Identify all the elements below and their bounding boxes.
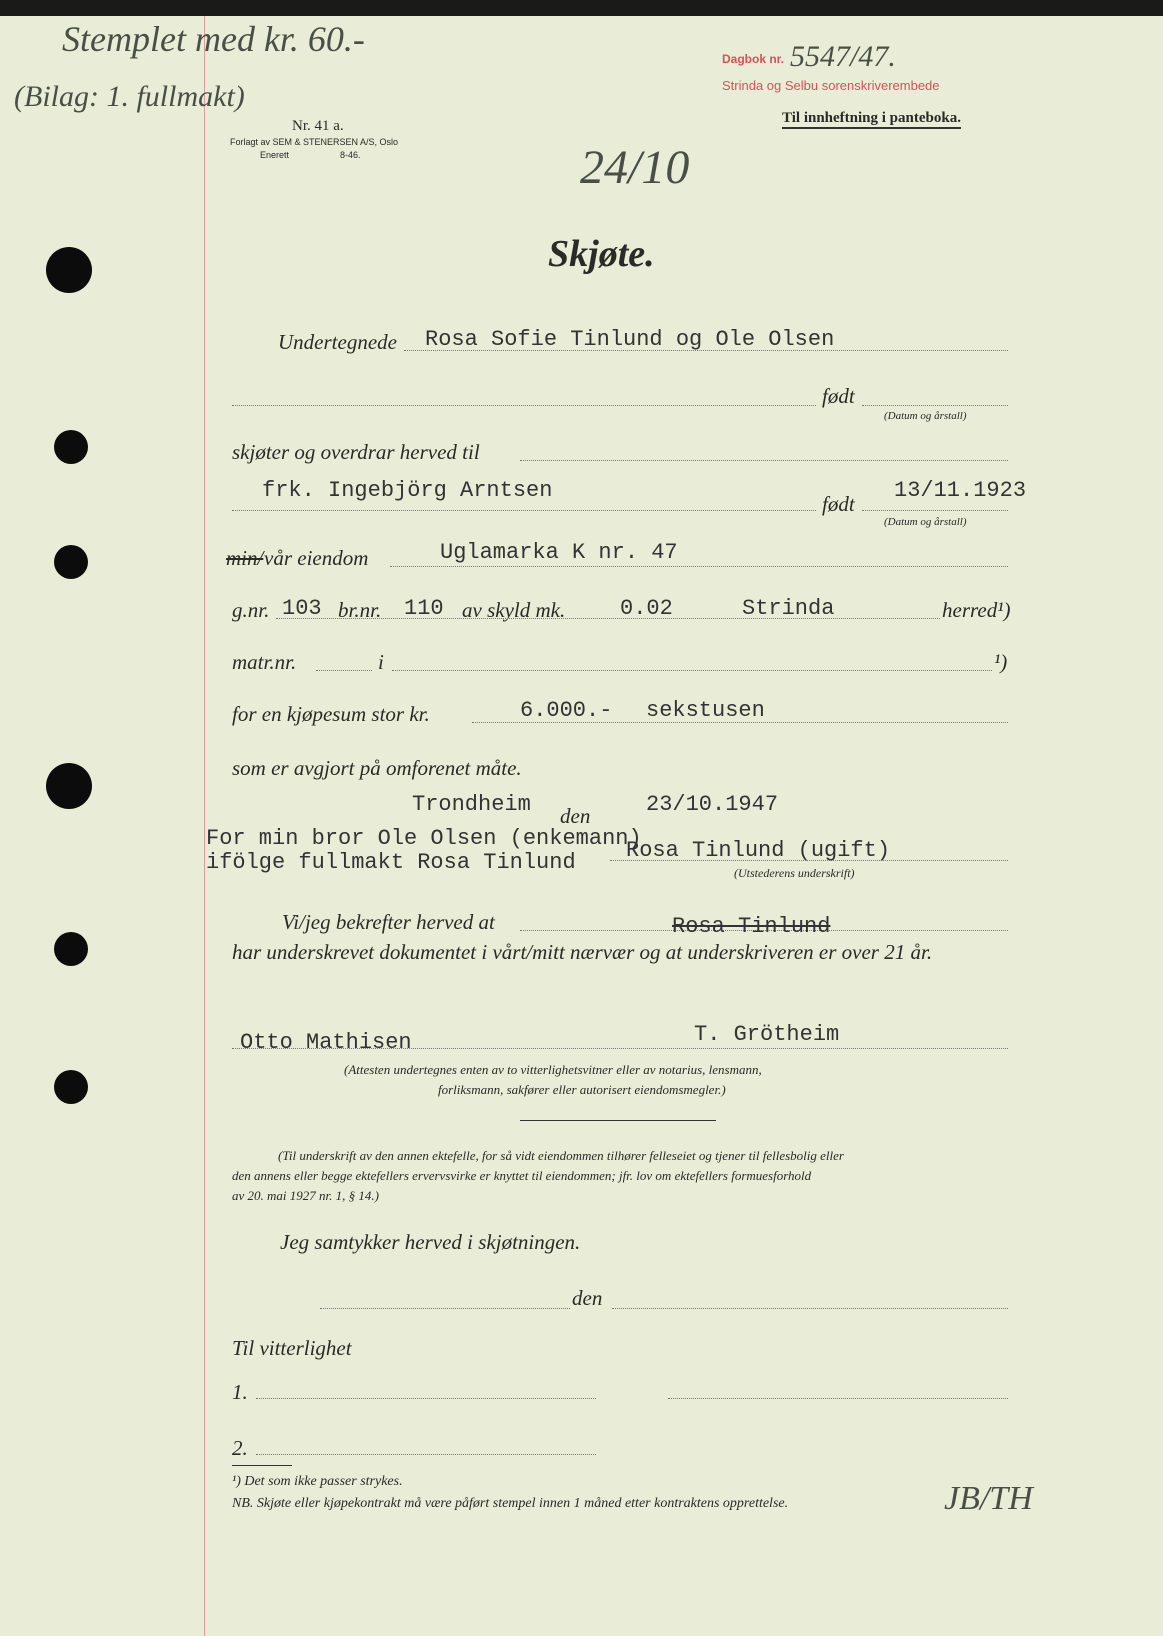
text-consent: Jeg samtykker herved i skjøtningen. [280, 1230, 581, 1254]
dagbok-number: 5547/47. [790, 40, 896, 73]
value-skyld: 0.02 [620, 596, 673, 621]
proxy-line-1: For min bror Ole Olsen (enkemann) [206, 826, 642, 851]
signature-hint: (Utstederens underskrift) [734, 866, 855, 880]
handwritten-attachment: (Bilag: 1. fullmakt) [14, 80, 245, 113]
text-avgjort: som er avgjort på omforenet måte. [232, 756, 522, 780]
label-skyld: av skyld mk. [462, 598, 566, 622]
label-matr-suffix: ¹) [994, 650, 1008, 674]
label-fodt-2: født [822, 492, 855, 516]
witness-note-2: forliksmann, sakfører eller autorisert eiendomsmegler.) [438, 1082, 726, 1097]
value-eiendom: Uglamarka K nr. 47 [440, 540, 678, 565]
form-edition: 8-46. [340, 150, 361, 160]
punch-hole [54, 932, 88, 966]
spouse-note-2: den annens eller begge ektefellers ervervsvirke er knyttet til eiendommen; jfr. lov om ektefellers formuesforhold [232, 1168, 812, 1183]
label-gnr: g.nr. [232, 598, 270, 622]
punch-hole [54, 1070, 88, 1104]
value-date: 23/10.1947 [646, 792, 779, 817]
value-attest-name: Rosa Tinlund [672, 914, 831, 939]
scan-border [0, 0, 1163, 16]
punch-hole [46, 247, 92, 293]
value-brnr: 110 [404, 596, 444, 621]
value-herred: Strinda [742, 596, 835, 621]
footnote-1: ¹) Det som ikke passer strykes. [232, 1474, 403, 1489]
form-rights: Enerett [260, 150, 290, 160]
divider [520, 1120, 716, 1121]
label-eiendom: vår eiendom [264, 546, 369, 570]
label-matr: matr.nr. [232, 650, 297, 674]
datum-hint-2: (Datum og årstall) [884, 516, 967, 528]
value-undertegnede: Rosa Sofie Tinlund og Ole Olsen [425, 327, 835, 352]
value-place: Trondheim [412, 792, 531, 817]
document-title: Skjøte. [548, 233, 655, 275]
footnote-divider [232, 1465, 292, 1466]
value-buyer: frk. Ingebjörg Arntsen [262, 478, 553, 503]
label-kjopesum: for en kjøpesum stor kr. [232, 702, 430, 726]
handwritten-stamp-note: Stemplet med kr. 60.- [62, 19, 365, 59]
label-brnr: br.nr. [338, 598, 382, 622]
value-gnr: 103 [282, 596, 322, 621]
datum-hint: (Datum og årstall) [884, 410, 967, 422]
label-attest: Vi/jeg bekrefter herved at [282, 910, 495, 934]
label-den: den [560, 804, 591, 828]
value-kjopesum-words: sekstusen [646, 698, 765, 723]
witness-note-1: (Attesten undertegnes enten av to vitterlighetsvitner eller av notarius, lensmann, [344, 1062, 762, 1077]
form-publisher: Forlagt av SEM & STENERSEN A/S, Oslo [230, 137, 399, 147]
label-vitterlighet: Til vitterlighet [232, 1336, 352, 1360]
stamp-office: Strinda og Selbu sorenskriverembede [722, 78, 940, 93]
label-witness-2: 2. [232, 1436, 248, 1460]
punch-hole [46, 763, 92, 809]
spouse-note-1: (Til underskrift av den annen ektefelle, for så vidt eiendommen tilhører felleseiet og tjener til fellesbolig eller [278, 1148, 844, 1163]
header-right: Til innheftning i panteboka. [782, 110, 961, 129]
punch-hole [54, 430, 88, 464]
punch-hole [54, 545, 88, 579]
label-herred: herred¹) [942, 598, 1011, 622]
handwritten-initials: JB/TH [944, 1480, 1033, 1517]
handwritten-date-mark: 24/10 [580, 141, 690, 194]
value-kjopesum: 6.000.- [520, 698, 613, 723]
value-witness-2: T. Grötheim [694, 1022, 840, 1047]
proxy-line-2: ifölge fullmakt Rosa Tinlund [206, 850, 576, 875]
label-witness-1: 1. [232, 1380, 248, 1404]
label-matr-i: i [378, 650, 384, 674]
spouse-note-3: av 20. mai 1927 nr. 1, § 14.) [232, 1188, 379, 1203]
value-buyer-born: 13/11.1923 [894, 478, 1027, 503]
stamp-dagbok-label: Dagbok nr. [722, 52, 785, 66]
value-signature: Rosa Tinlund (ugift) [626, 838, 891, 863]
label-fodt: født [822, 384, 855, 408]
value-witness-1: Otto Mathisen [240, 1030, 412, 1055]
label-undertegnede: Undertegnede [278, 330, 397, 354]
form-number: Nr. 41 a. [292, 118, 344, 134]
struck-min: min/ [226, 546, 264, 570]
margin-line [204, 16, 205, 1636]
label-skjoter: skjøter og overdrar herved til [232, 440, 480, 464]
label-den-2: den [572, 1286, 603, 1310]
footnote-nb: NB. Skjøte eller kjøpekontrakt må være påført stempel innen 1 måned etter kontraktens opprettelse. [232, 1496, 789, 1511]
text-attest: har underskrevet dokumentet i vårt/mitt nærvær og at underskriveren er over 21 år. [232, 940, 933, 964]
